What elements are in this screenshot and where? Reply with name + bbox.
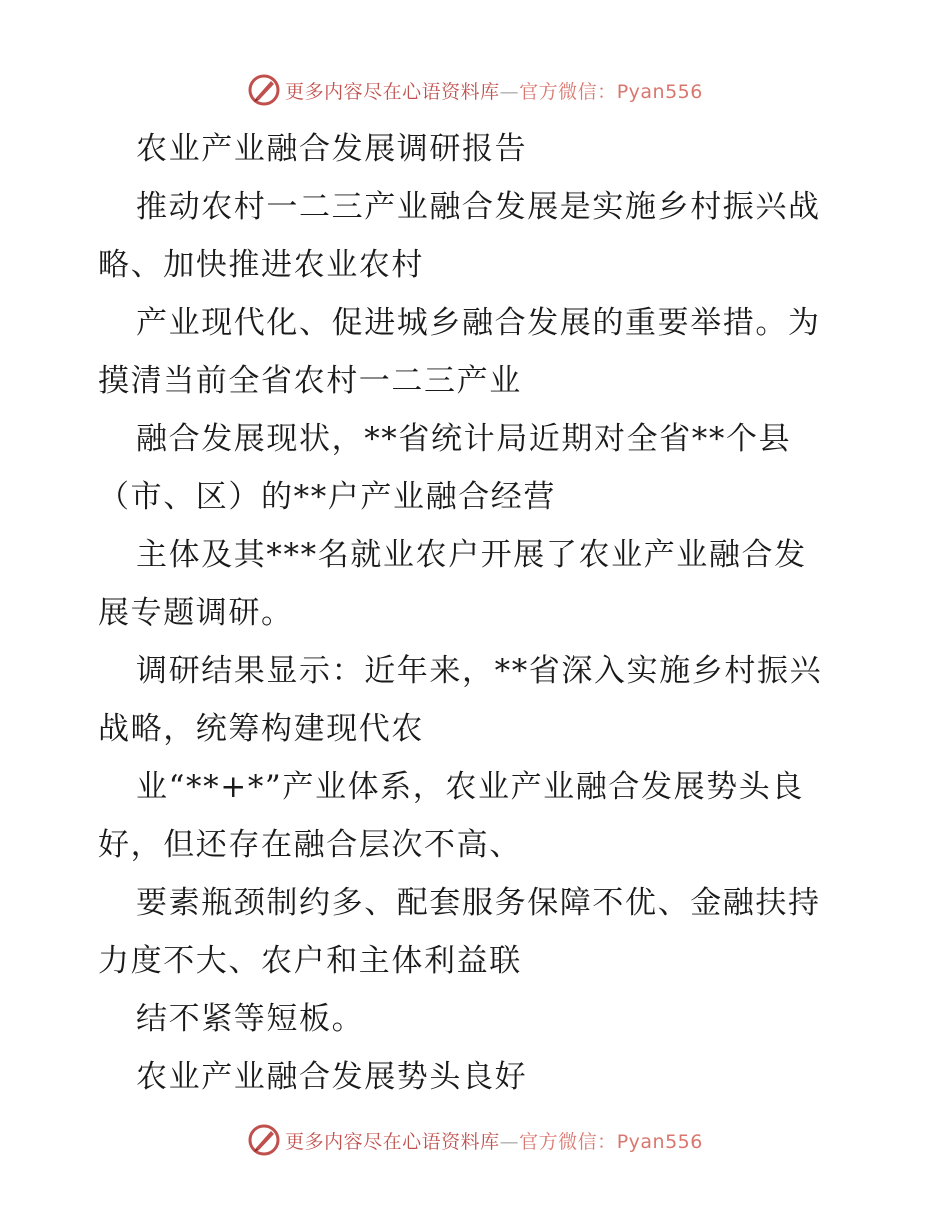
- paragraph: 农业产业融合发展调研报告: [136, 131, 528, 167]
- paragraph: 融合发展现状，**省统计局近期对全省**个县 （市、区）的**户产业融合经营: [98, 421, 792, 515]
- paragraph: 结不紧等短板。: [136, 1001, 365, 1037]
- paragraph: 主体及其***名就业农户开展了农业产业融合发 展专题调研。: [98, 537, 807, 631]
- document-body: [98, 120, 858, 1106]
- banner-text: 更多内容尽在心语资料库—官方微信：Pyan556: [285, 80, 703, 103]
- pen-logo-icon: [247, 1123, 281, 1157]
- footer-banner: [0, 1120, 950, 1160]
- paragraph: 推动农村一二三产业融合发展是实施乡村振兴战 略、加快推进农业农村: [98, 189, 821, 283]
- paragraph: 产业现代化、促进城乡融合发展的重要举措。为 摸清当前全省农村一二三产业: [98, 305, 821, 399]
- header-banner: [0, 70, 950, 110]
- banner-text: 更多内容尽在心语资料库—官方微信：Pyan556: [285, 1130, 703, 1153]
- paragraph: 调研结果显示：近年来，**省深入实施乡村振兴 战略，统筹构建现代农: [98, 653, 823, 747]
- pen-logo-icon: [247, 73, 281, 107]
- paragraph: 要素瓶颈制约多、配套服务保障不优、金融扶持 力度不大、农户和主体利益联: [98, 885, 821, 979]
- paragraph: 农业产业融合发展势头良好: [136, 1059, 528, 1095]
- paragraph: 业“**+*”产业体系，农业产业融合发展势头良 好，但还存在融合层次不高、: [98, 769, 804, 863]
